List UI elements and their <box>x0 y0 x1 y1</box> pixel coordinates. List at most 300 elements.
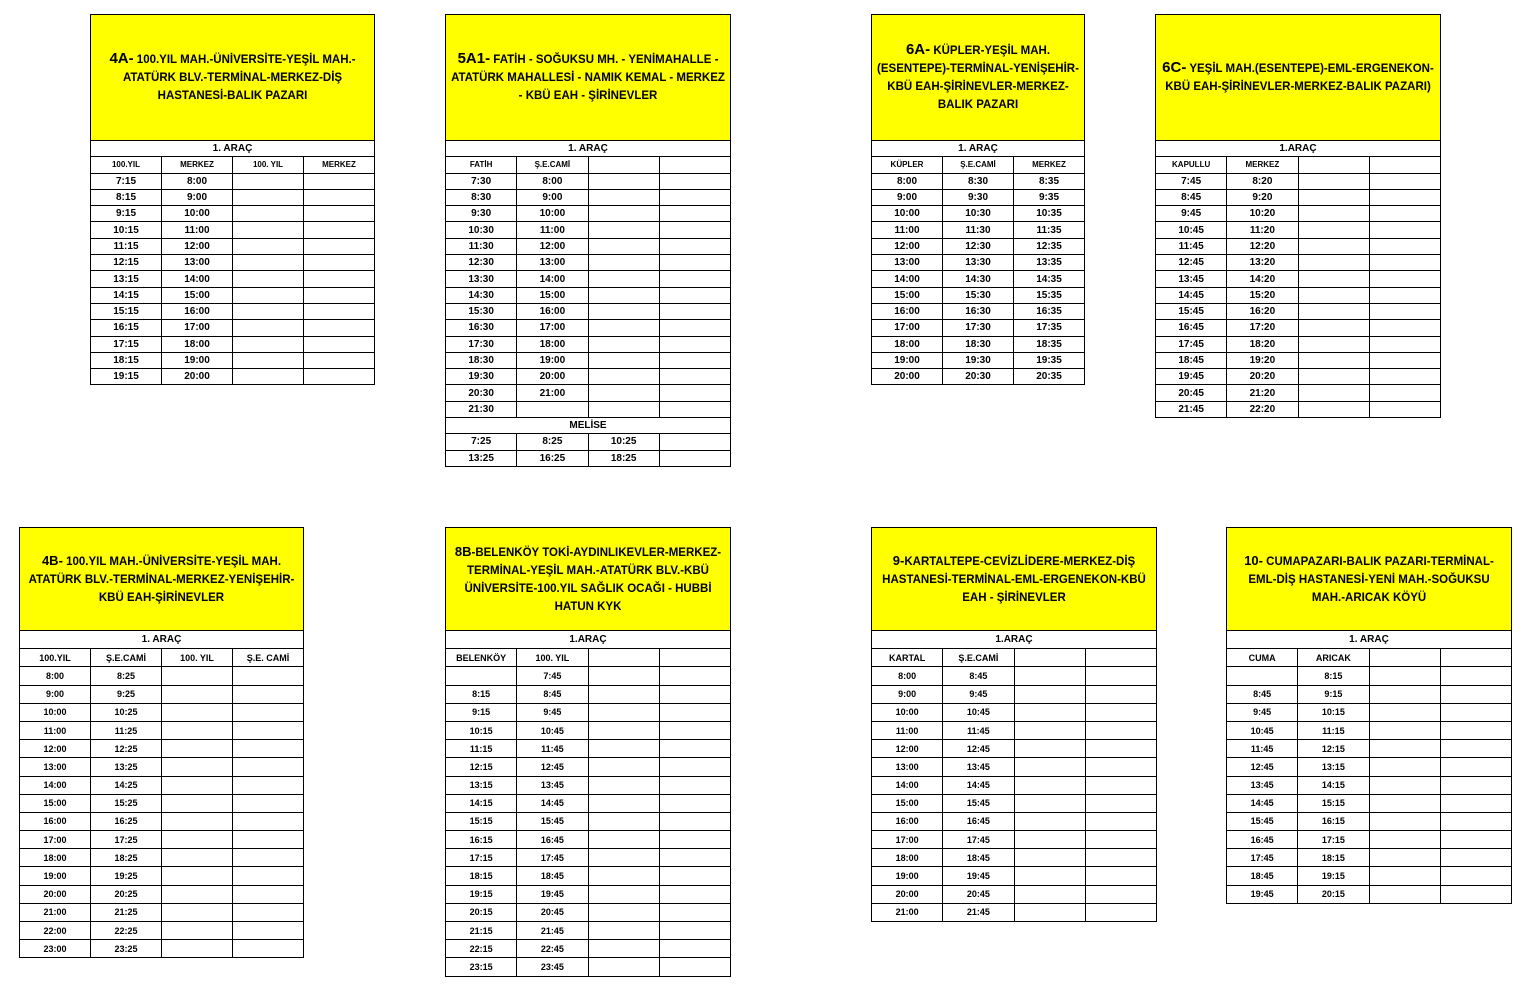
time-cell <box>588 958 659 976</box>
time-cell <box>1369 206 1440 222</box>
time-cell: 10:45 <box>1156 222 1227 238</box>
time-cell <box>1227 667 1298 685</box>
time-cell <box>1014 885 1085 903</box>
table-row <box>872 336 1085 352</box>
table-row <box>446 667 731 685</box>
time-cell: 15:15 <box>446 812 517 830</box>
table-row <box>1227 812 1512 830</box>
time-cell <box>1369 336 1440 352</box>
time-cell: 19:00 <box>162 352 233 368</box>
time-cell: 9:45 <box>1156 206 1227 222</box>
table-row <box>872 867 1157 885</box>
table-row <box>91 173 375 189</box>
table-row <box>446 940 731 958</box>
time-cell: 14:00 <box>872 776 943 794</box>
time-cell: 23:00 <box>20 940 91 958</box>
column-header <box>1085 649 1156 667</box>
column-header: CUMA <box>1227 649 1298 667</box>
time-cell: 17:00 <box>517 320 588 336</box>
time-cell: 8:30 <box>446 189 517 205</box>
table-row <box>91 255 375 271</box>
time-cell <box>162 940 233 958</box>
table-row <box>446 173 731 189</box>
column-header: MERKEZ <box>162 157 233 173</box>
time-cell <box>233 685 304 703</box>
time-cell <box>588 255 659 271</box>
time-cell: 16:45 <box>517 831 588 849</box>
table-row <box>1156 189 1441 205</box>
table-row <box>1156 238 1441 254</box>
time-cell: 19:20 <box>1227 352 1298 368</box>
vehicle-row <box>20 631 304 649</box>
time-cell: 16:30 <box>943 303 1014 319</box>
table-row <box>446 303 731 319</box>
time-cell <box>233 271 304 287</box>
time-cell: 19:15 <box>1298 867 1369 885</box>
table-row <box>1227 721 1512 739</box>
time-cell <box>517 401 588 417</box>
column-header <box>1369 157 1440 173</box>
time-cell: 21:45 <box>517 922 588 940</box>
time-cell <box>1085 867 1156 885</box>
time-cell <box>1014 776 1085 794</box>
time-cell: 11:35 <box>1014 222 1085 238</box>
time-cell: 16:25 <box>91 812 162 830</box>
table-row <box>872 903 1157 921</box>
time-cell <box>1440 721 1511 739</box>
table-row <box>91 336 375 352</box>
time-cell <box>588 369 659 385</box>
time-cell <box>659 320 730 336</box>
route-description: KARTALTEPE-CEVİZLİDERE-MERKEZ-DİŞ HASTANESİ-TERMİNAL-EML-ERGENEKON-KBÜ EAH - ŞİRİNEVLER <box>882 555 1146 604</box>
table-row <box>872 703 1157 721</box>
time-cell <box>1014 740 1085 758</box>
table-row <box>1227 667 1512 685</box>
table-row <box>446 776 731 794</box>
time-cell: 18:00 <box>872 336 943 352</box>
time-cell: 16:00 <box>517 303 588 319</box>
time-cell: 15:30 <box>446 303 517 319</box>
table-row <box>1227 849 1512 867</box>
time-cell: 18:00 <box>517 336 588 352</box>
time-cell: 18:20 <box>1227 336 1298 352</box>
column-header <box>1369 649 1440 667</box>
time-cell <box>659 222 730 238</box>
time-cell <box>162 849 233 867</box>
timetable <box>19 630 304 958</box>
table-row <box>446 903 731 921</box>
time-cell <box>1369 255 1440 271</box>
time-cell <box>233 721 304 739</box>
timetable <box>445 630 731 977</box>
time-cell <box>1440 685 1511 703</box>
time-cell: 17:00 <box>872 831 943 849</box>
vehicle-label: 1. ARAÇ <box>446 141 731 157</box>
time-cell: 15:45 <box>1156 303 1227 319</box>
time-cell: 13:00 <box>517 255 588 271</box>
time-cell: 16:45 <box>943 812 1014 830</box>
table-row <box>91 303 375 319</box>
column-header: FATİH <box>446 157 517 173</box>
time-cell: 12:00 <box>162 238 233 254</box>
time-cell <box>659 336 730 352</box>
time-cell <box>659 667 730 685</box>
route-header <box>1226 527 1512 631</box>
time-cell: 19:15 <box>91 369 162 385</box>
time-cell <box>659 287 730 303</box>
time-cell: 18:00 <box>872 849 943 867</box>
time-cell: 15:45 <box>943 794 1014 812</box>
route-block <box>19 527 304 958</box>
time-cell: 11:45 <box>517 740 588 758</box>
time-cell: 8:00 <box>517 173 588 189</box>
route-block <box>90 14 375 385</box>
time-cell <box>659 794 730 812</box>
time-cell <box>588 401 659 417</box>
time-cell: 13:45 <box>1227 776 1298 794</box>
time-cell: 8:45 <box>943 667 1014 685</box>
time-cell: 16:30 <box>446 320 517 336</box>
time-cell <box>1014 758 1085 776</box>
time-cell: 15:25 <box>91 794 162 812</box>
time-cell <box>1085 849 1156 867</box>
table-row <box>91 189 375 205</box>
time-cell: 11:20 <box>1227 222 1298 238</box>
time-cell <box>659 369 730 385</box>
table-row <box>446 812 731 830</box>
time-cell: 15:00 <box>517 287 588 303</box>
table-row <box>20 940 304 958</box>
time-cell: 18:35 <box>1014 336 1085 352</box>
table-row <box>446 271 731 287</box>
time-cell: 12:15 <box>91 255 162 271</box>
time-cell: 11:15 <box>1298 721 1369 739</box>
table-row <box>20 703 304 721</box>
time-cell: 18:45 <box>1227 867 1298 885</box>
time-cell: 11:00 <box>162 222 233 238</box>
time-cell: 14:15 <box>91 287 162 303</box>
time-cell <box>1014 849 1085 867</box>
time-cell: 8:00 <box>872 667 943 685</box>
time-cell: 13:15 <box>446 776 517 794</box>
vehicle-row <box>91 141 375 157</box>
timetable <box>871 630 1157 922</box>
table-row <box>91 222 375 238</box>
time-cell <box>659 903 730 921</box>
table-row <box>1156 255 1441 271</box>
time-cell <box>588 922 659 940</box>
time-cell: 9:35 <box>1014 189 1085 205</box>
table-row <box>872 255 1085 271</box>
table-row <box>872 831 1157 849</box>
time-cell <box>1085 776 1156 794</box>
time-cell <box>1369 287 1440 303</box>
timetable <box>90 140 375 385</box>
time-cell: 14:45 <box>517 794 588 812</box>
time-cell: 9:30 <box>446 206 517 222</box>
table-row <box>872 369 1085 385</box>
table-row <box>446 721 731 739</box>
time-cell: 16:45 <box>1156 320 1227 336</box>
time-cell: 7:30 <box>446 173 517 189</box>
table-row <box>1227 740 1512 758</box>
column-header-row <box>446 157 731 173</box>
time-cell: 19:00 <box>872 352 943 368</box>
time-cell: 14:45 <box>1227 794 1298 812</box>
time-cell <box>588 903 659 921</box>
time-cell: 22:15 <box>446 940 517 958</box>
time-cell <box>659 271 730 287</box>
time-cell <box>1298 320 1369 336</box>
time-cell <box>304 336 375 352</box>
time-cell <box>162 685 233 703</box>
table-row <box>446 385 731 401</box>
time-cell: 10:45 <box>517 721 588 739</box>
time-cell: 20:15 <box>1298 885 1369 903</box>
vehicle-label: 1. ARAÇ <box>20 631 304 649</box>
time-cell <box>1085 721 1156 739</box>
column-header: MERKEZ <box>1227 157 1298 173</box>
table-row <box>872 173 1085 189</box>
time-cell <box>233 758 304 776</box>
time-cell: 10:30 <box>446 222 517 238</box>
time-cell: 11:00 <box>872 222 943 238</box>
time-cell: 18:30 <box>943 336 1014 352</box>
time-cell <box>304 189 375 205</box>
time-cell <box>588 287 659 303</box>
time-cell <box>1085 812 1156 830</box>
table-row <box>20 867 304 885</box>
time-cell: 9:20 <box>1227 189 1298 205</box>
time-cell: 19:45 <box>1227 885 1298 903</box>
time-cell <box>659 940 730 958</box>
time-cell: 10:00 <box>20 703 91 721</box>
column-header: 100. YIL <box>517 649 588 667</box>
vehicle-row <box>872 141 1085 157</box>
time-cell: 9:25 <box>91 685 162 703</box>
time-cell <box>1369 721 1440 739</box>
time-cell <box>659 401 730 417</box>
table-row <box>446 831 731 849</box>
time-cell: 7:25 <box>446 434 517 450</box>
table-row <box>872 776 1157 794</box>
time-cell <box>1298 206 1369 222</box>
time-cell: 20:00 <box>872 369 943 385</box>
time-cell: 15:15 <box>91 303 162 319</box>
time-cell <box>304 255 375 271</box>
time-cell: 8:00 <box>162 173 233 189</box>
route-title <box>1231 552 1507 607</box>
time-cell <box>588 940 659 958</box>
timetable <box>871 140 1085 385</box>
table-row <box>872 303 1085 319</box>
time-cell <box>588 352 659 368</box>
time-cell <box>588 206 659 222</box>
time-cell <box>1014 721 1085 739</box>
time-cell: 18:45 <box>943 849 1014 867</box>
time-cell <box>659 885 730 903</box>
table-row <box>872 206 1085 222</box>
table-row <box>446 369 731 385</box>
time-cell: 13:45 <box>517 776 588 794</box>
table-row <box>20 922 304 940</box>
time-cell: 13:00 <box>872 758 943 776</box>
time-cell: 8:35 <box>1014 173 1085 189</box>
column-header-row <box>872 649 1157 667</box>
time-cell <box>1369 173 1440 189</box>
table-row <box>1156 369 1441 385</box>
time-cell: 10:00 <box>517 206 588 222</box>
timetable <box>1226 630 1512 904</box>
time-cell <box>1298 189 1369 205</box>
time-cell: 17:15 <box>446 849 517 867</box>
table-row <box>1227 867 1512 885</box>
time-cell <box>659 922 730 940</box>
route-title <box>95 50 370 105</box>
time-cell <box>233 206 304 222</box>
table-row <box>1156 336 1441 352</box>
time-cell: 10:15 <box>91 222 162 238</box>
time-cell: 16:15 <box>1298 812 1369 830</box>
time-cell: 15:00 <box>20 794 91 812</box>
time-cell: 12:15 <box>1298 740 1369 758</box>
time-cell: 10:25 <box>588 434 659 450</box>
time-cell: 14:00 <box>20 776 91 794</box>
time-cell: 22:45 <box>517 940 588 958</box>
time-cell: 19:15 <box>446 885 517 903</box>
time-cell: 9:00 <box>872 685 943 703</box>
vehicle-label: 1.ARAÇ <box>446 631 731 649</box>
time-cell: 21:20 <box>1227 385 1298 401</box>
time-cell <box>588 189 659 205</box>
table-row <box>1227 885 1512 903</box>
time-cell: 22:20 <box>1227 401 1298 417</box>
table-row <box>20 721 304 739</box>
vehicle-label: 1.ARAÇ <box>1156 141 1441 157</box>
section-title-row <box>446 418 731 434</box>
time-cell <box>659 206 730 222</box>
route-block <box>445 14 731 467</box>
time-cell: 14:15 <box>446 794 517 812</box>
time-cell: 18:45 <box>517 867 588 885</box>
time-cell: 15:00 <box>872 794 943 812</box>
time-cell: 16:00 <box>872 303 943 319</box>
table-row <box>91 271 375 287</box>
time-cell: 20:00 <box>872 885 943 903</box>
time-cell <box>588 776 659 794</box>
table-row <box>446 189 731 205</box>
time-cell: 13:00 <box>162 255 233 271</box>
time-cell: 14:35 <box>1014 271 1085 287</box>
time-cell <box>1369 849 1440 867</box>
time-cell: 15:15 <box>1298 794 1369 812</box>
table-row <box>91 238 375 254</box>
time-cell: 9:45 <box>1227 703 1298 721</box>
route-title <box>450 543 726 616</box>
time-cell: 17:15 <box>1298 831 1369 849</box>
time-cell: 12:30 <box>943 238 1014 254</box>
time-cell <box>659 776 730 794</box>
time-cell: 20:25 <box>91 885 162 903</box>
route-header <box>90 14 375 141</box>
column-header-row <box>1227 649 1512 667</box>
time-cell <box>659 849 730 867</box>
time-cell <box>233 667 304 685</box>
time-cell: 19:35 <box>1014 352 1085 368</box>
time-cell: 23:45 <box>517 958 588 976</box>
time-cell <box>162 776 233 794</box>
column-header-row <box>446 649 731 667</box>
time-cell: 17:00 <box>20 831 91 849</box>
time-cell <box>659 740 730 758</box>
time-cell: 8:15 <box>1298 667 1369 685</box>
time-cell: 17:30 <box>446 336 517 352</box>
table-row <box>1227 685 1512 703</box>
time-cell <box>1369 401 1440 417</box>
time-cell: 8:30 <box>943 173 1014 189</box>
time-cell <box>1085 831 1156 849</box>
table-row <box>1156 401 1441 417</box>
time-cell: 10:30 <box>943 206 1014 222</box>
time-cell <box>162 885 233 903</box>
table-row <box>1156 352 1441 368</box>
time-cell: 11:30 <box>943 222 1014 238</box>
time-cell <box>1369 385 1440 401</box>
time-cell <box>659 703 730 721</box>
time-cell <box>1085 885 1156 903</box>
time-cell <box>1014 831 1085 849</box>
time-cell: 9:15 <box>446 703 517 721</box>
time-cell <box>588 740 659 758</box>
time-cell: 12:00 <box>517 238 588 254</box>
column-header-row <box>20 649 304 667</box>
table-row <box>20 794 304 812</box>
time-cell: 10:45 <box>943 703 1014 721</box>
time-cell <box>162 703 233 721</box>
table-row <box>446 238 731 254</box>
route-description: YEŞİL MAH.(ESENTEPE)-EML-ERGENEKON-KBÜ EAH-ŞİRİNEVLER-MERKEZ-BALIK PAZARI) <box>1165 63 1434 93</box>
route-description: -BELENKÖY TOKİ-AYDINLIKEVLER-MERKEZ-TERMİNAL-YEŞİL MAH.-ATATÜRK BLV.-KBÜ ÜNİVERSİTE-100.YIL SAĞLIK OCAĞI - HUBBİ HATUN KYK <box>464 546 722 613</box>
time-cell: 8:45 <box>1227 685 1298 703</box>
time-cell: 17:15 <box>91 336 162 352</box>
time-cell <box>233 922 304 940</box>
time-cell: 13:00 <box>872 255 943 271</box>
table-row <box>446 401 731 417</box>
time-cell <box>233 189 304 205</box>
time-cell: 14:45 <box>1156 287 1227 303</box>
vehicle-label: 1. ARAÇ <box>1227 631 1512 649</box>
table-row <box>1227 703 1512 721</box>
time-cell: 19:00 <box>20 867 91 885</box>
time-cell <box>233 238 304 254</box>
table-row <box>446 287 731 303</box>
time-cell: 17:00 <box>162 320 233 336</box>
time-cell: 15:20 <box>1227 287 1298 303</box>
time-cell: 17:30 <box>943 320 1014 336</box>
column-header: BELENKÖY <box>446 649 517 667</box>
time-cell: 20:45 <box>1156 385 1227 401</box>
time-cell: 14:15 <box>1298 776 1369 794</box>
route-code: 4A- <box>109 50 134 67</box>
time-cell <box>1440 885 1511 903</box>
time-cell: 20:45 <box>943 885 1014 903</box>
time-cell <box>304 206 375 222</box>
time-cell: 16:15 <box>91 320 162 336</box>
time-cell <box>1298 271 1369 287</box>
time-cell: 13:45 <box>1156 271 1227 287</box>
time-cell <box>588 721 659 739</box>
column-header: 100. YIL <box>233 157 304 173</box>
